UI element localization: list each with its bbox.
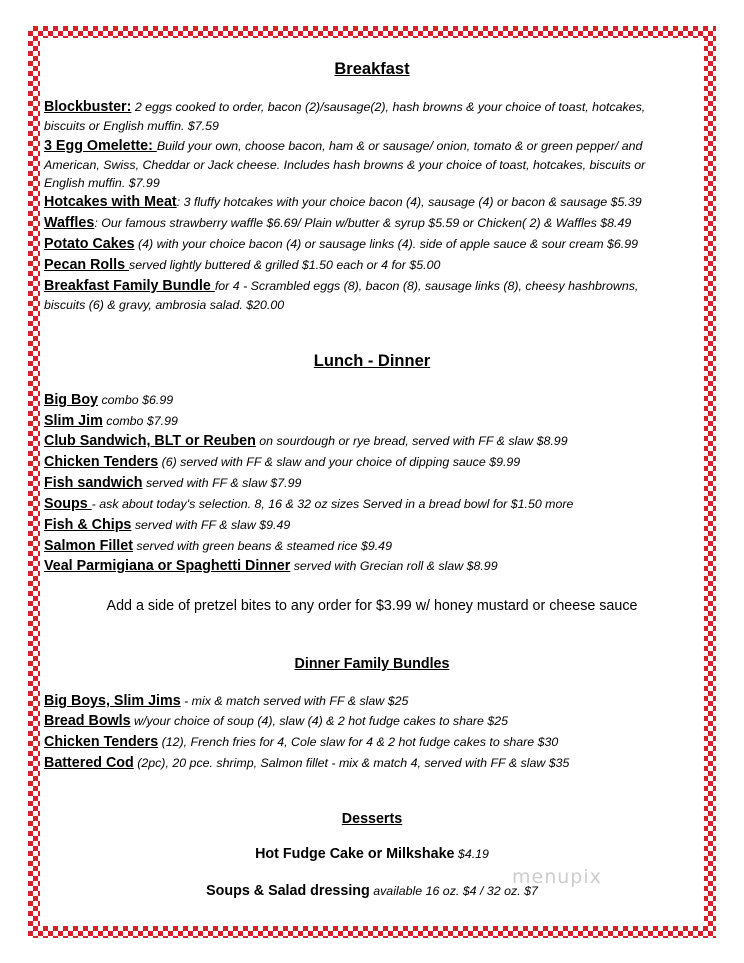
bundles-heading: Dinner Family Bundles: [294, 656, 450, 672]
item-desc: $4.19: [454, 847, 489, 861]
item-desc: w/your choice of soup (4), slaw (4) & 2 hot fudge cakes to share $25: [130, 714, 509, 728]
item-desc: for 4 - Scrambled eggs (8), bacon (8), sausage links (8), cheesy hashbrowns,: [214, 279, 639, 293]
item-name: Potato Cakes: [44, 236, 135, 252]
item-desc: combo $7.99: [102, 414, 178, 428]
item-name: Breakfast Family Bundle: [44, 278, 215, 294]
item-name: Battered Cod: [44, 755, 134, 771]
menu-item: [44, 98, 645, 117]
item-desc-cont: English muffin. $7.99: [44, 176, 160, 190]
item-name: Blockbuster:: [44, 99, 132, 115]
pretzel-note: Add a side of pretzel bites to any order for $3.99 w/ honey mustard or cheese sauce: [106, 598, 638, 614]
menu-item: [44, 474, 301, 493]
menu-item: [44, 754, 569, 773]
item-name: Big Boy: [44, 392, 99, 408]
item-name: Veal Parmigiana or Spaghetti Dinner: [44, 558, 291, 574]
item-name: Club Sandwich, BLT or Reuben: [44, 433, 256, 449]
watermark: menupix: [512, 866, 602, 888]
menu-item: [44, 412, 178, 431]
menu-item: [44, 193, 642, 212]
item-desc: served with Grecian roll & slaw $8.99: [290, 559, 498, 573]
item-name: Big Boys, Slim Jims: [44, 693, 181, 709]
menu-item: [44, 516, 290, 535]
menu-item: [44, 214, 631, 233]
menu-item: [44, 235, 638, 254]
item-name: Pecan Rolls: [44, 257, 130, 273]
menu-item: [44, 432, 568, 451]
item-name: Hot Fudge Cake or Milkshake: [255, 846, 455, 862]
item-desc-cont: biscuits (6) & gravy, ambrosia salad. $20.00: [44, 298, 285, 312]
item-desc: (6) served with FF & slaw and your choice of dipping sauce $9.99: [158, 455, 521, 469]
item-desc: combo $6.99: [98, 393, 174, 407]
item-name: Waffles: [44, 215, 95, 231]
menu-item: [44, 137, 642, 156]
menu-item: [44, 712, 508, 731]
item-desc: : 3 fluffy hotcakes with your choice bacon (4), sausage (4) or bacon & sausage $5.39: [176, 195, 642, 209]
item-name: Chicken Tenders: [44, 734, 159, 750]
menu-item: [44, 277, 638, 296]
item-name: 3 Egg Omelette:: [44, 138, 157, 154]
item-desc: (2pc), 20 pce. shrimp, Salmon fillet - mix & match 4, served with FF & slaw $35: [133, 756, 570, 770]
menu-item: [44, 557, 498, 576]
breakfast-heading: Breakfast: [334, 60, 410, 78]
item-name: Hotcakes with Meat: [44, 194, 177, 210]
item-desc: Build your own, choose bacon, ham & or sausage/ onion, tomato & or green pepper/ and: [156, 139, 643, 153]
item-name: Salmon Fillet: [44, 538, 133, 554]
dessert-item: [0, 846, 744, 862]
item-name: Soups: [44, 496, 92, 512]
menu-item: [44, 692, 408, 711]
item-desc: : Our famous strawberry waffle $6.69/ Plain w/butter & syrup $5.59 or Chicken( 2) & Waffles $8.49: [94, 216, 632, 230]
item-desc: served lightly buttered & grilled $1.50 each or 4 for $5.00: [129, 258, 441, 272]
item-desc: on sourdough or rye bread, served with FF & slaw $8.99: [255, 434, 568, 448]
menu-item: [44, 733, 558, 752]
menu-item: [44, 453, 520, 472]
item-name: Soups & Salad dressing: [206, 883, 370, 899]
item-desc: available 16 oz. $4 / 32 oz. $7: [369, 884, 538, 898]
item-desc: (4) with your choice bacon (4) or sausage links (4). side of apple sauce & sour cream $6.99: [134, 237, 639, 251]
item-desc: served with FF & slaw $7.99: [142, 476, 302, 490]
menu-item: [44, 537, 392, 556]
item-desc-cont: American, Swiss, Cheddar or Jack cheese. Includes hash browns & your choice of toast, hotcakes, biscuits or: [44, 158, 646, 172]
item-desc: 2 eggs cooked to order, bacon (2)/sausage(2), hash browns & your choice of toast, hotcakes,: [131, 100, 646, 114]
item-name: Fish & Chips: [44, 517, 132, 533]
item-desc: (12), French fries for 4, Cole slaw for 4 & 2 hot fudge cakes to share $30: [158, 735, 559, 749]
menu-item: [44, 256, 440, 275]
lunch-heading: Lunch - Dinner: [313, 352, 431, 370]
item-name: Fish sandwich: [44, 475, 143, 491]
item-desc-cont: biscuits or English muffin. $7.59: [44, 119, 219, 133]
item-desc: - mix & match served with FF & slaw $25: [180, 694, 409, 708]
dessert-item: [0, 883, 744, 899]
item-desc: - ask about today's selection. 8, 16 & 32 oz sizes Served in a bread bowl for $1.50 more: [91, 497, 574, 511]
desserts-heading: Desserts: [341, 811, 403, 827]
menu-item: [44, 391, 173, 410]
item-name: Chicken Tenders: [44, 454, 159, 470]
item-name: Slim Jim: [44, 413, 103, 429]
menu-item: [44, 495, 573, 514]
item-desc: served with FF & slaw $9.49: [131, 518, 291, 532]
item-desc: served with green beans & steamed rice $9.49: [132, 539, 392, 553]
item-name: Bread Bowls: [44, 713, 131, 729]
